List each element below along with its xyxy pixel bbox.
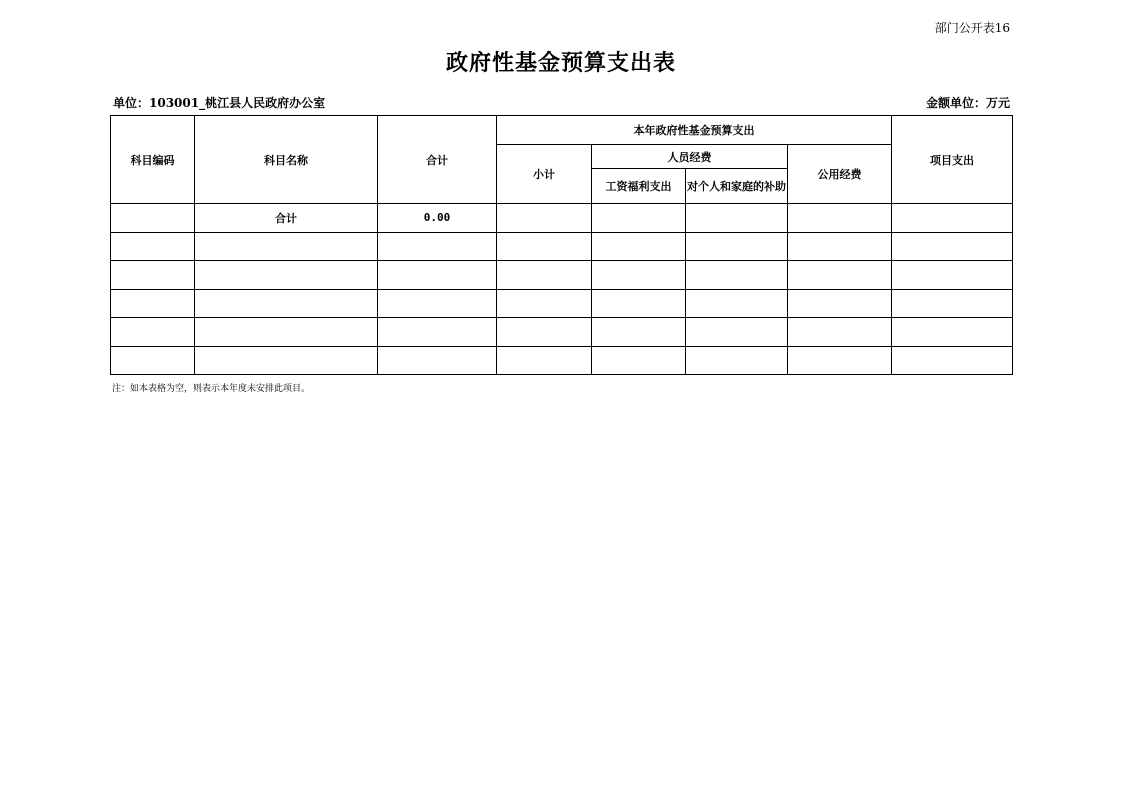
cell-public-funds [788, 289, 892, 318]
header-total: 合计 [378, 116, 497, 204]
cell-subsidies [686, 346, 788, 375]
cell-project [892, 232, 1013, 261]
cell-wages [592, 346, 686, 375]
header-subsidies: 对个人和家庭的补助 [686, 169, 788, 204]
cell-total [378, 261, 497, 290]
table-row [111, 261, 1013, 290]
cell-name: 合计 [195, 204, 378, 233]
cell-subsidies [686, 261, 788, 290]
table-row [111, 232, 1013, 261]
cell-total: 0.00 [378, 204, 497, 233]
table-row [111, 346, 1013, 375]
form-number: 部门公开表16 [934, 21, 1010, 35]
cell-total [378, 289, 497, 318]
cell-subtotal [497, 289, 592, 318]
cell-code [111, 346, 195, 375]
header-code: 科目编码 [111, 116, 195, 204]
cell-public-funds [788, 204, 892, 233]
cell-project [892, 261, 1013, 290]
table-row [111, 204, 1013, 233]
cell-subtotal [497, 204, 592, 233]
table-body [111, 204, 1013, 375]
cell-public-funds [788, 346, 892, 375]
cell-name [195, 232, 378, 261]
cell-code [111, 232, 195, 261]
header-name: 科目名称 [195, 116, 378, 204]
cell-subsidies [686, 232, 788, 261]
table-row [111, 318, 1013, 347]
cell-total [378, 232, 497, 261]
cell-name [195, 346, 378, 375]
cell-project [892, 346, 1013, 375]
budget-table [110, 115, 1013, 375]
cell-subsidies [686, 204, 788, 233]
footnote: 注：如本表格为空，则表示本年度未安排此项目。 [112, 384, 311, 394]
cell-project [892, 204, 1013, 233]
header-public-funds: 公用经费 [788, 145, 892, 204]
cell-wages [592, 204, 686, 233]
cell-subtotal [497, 232, 592, 261]
header-personnel: 人员经费 [592, 145, 788, 169]
table-row [111, 289, 1013, 318]
cell-name [195, 289, 378, 318]
header-current-year: 本年政府性基金预算支出 [497, 116, 892, 145]
unit-label: 单位：103001_桃江县人民政府办公室 [113, 96, 326, 110]
cell-name [195, 261, 378, 290]
cell-code [111, 318, 195, 347]
cell-public-funds [788, 232, 892, 261]
cell-public-funds [788, 261, 892, 290]
header-wages: 工资福利支出 [592, 169, 686, 204]
cell-subtotal [497, 261, 592, 290]
cell-name [195, 318, 378, 347]
cell-code [111, 261, 195, 290]
cell-total [378, 346, 497, 375]
cell-public-funds [788, 318, 892, 347]
cell-wages [592, 289, 686, 318]
header-project: 项目支出 [892, 116, 1013, 204]
header-row-1 [111, 116, 1013, 145]
cell-subsidies [686, 289, 788, 318]
cell-subsidies [686, 318, 788, 347]
cell-subtotal [497, 318, 592, 347]
cell-total [378, 318, 497, 347]
cell-wages [592, 232, 686, 261]
cell-project [892, 318, 1013, 347]
page-title: 政府性基金预算支出表 [445, 50, 676, 76]
cell-code [111, 204, 195, 233]
cell-wages [592, 318, 686, 347]
cell-code [111, 289, 195, 318]
header-subtotal: 小计 [497, 145, 592, 204]
cell-project [892, 289, 1013, 318]
cell-subtotal [497, 346, 592, 375]
cell-wages [592, 261, 686, 290]
amount-unit: 金额单位：万元 [925, 96, 1010, 110]
